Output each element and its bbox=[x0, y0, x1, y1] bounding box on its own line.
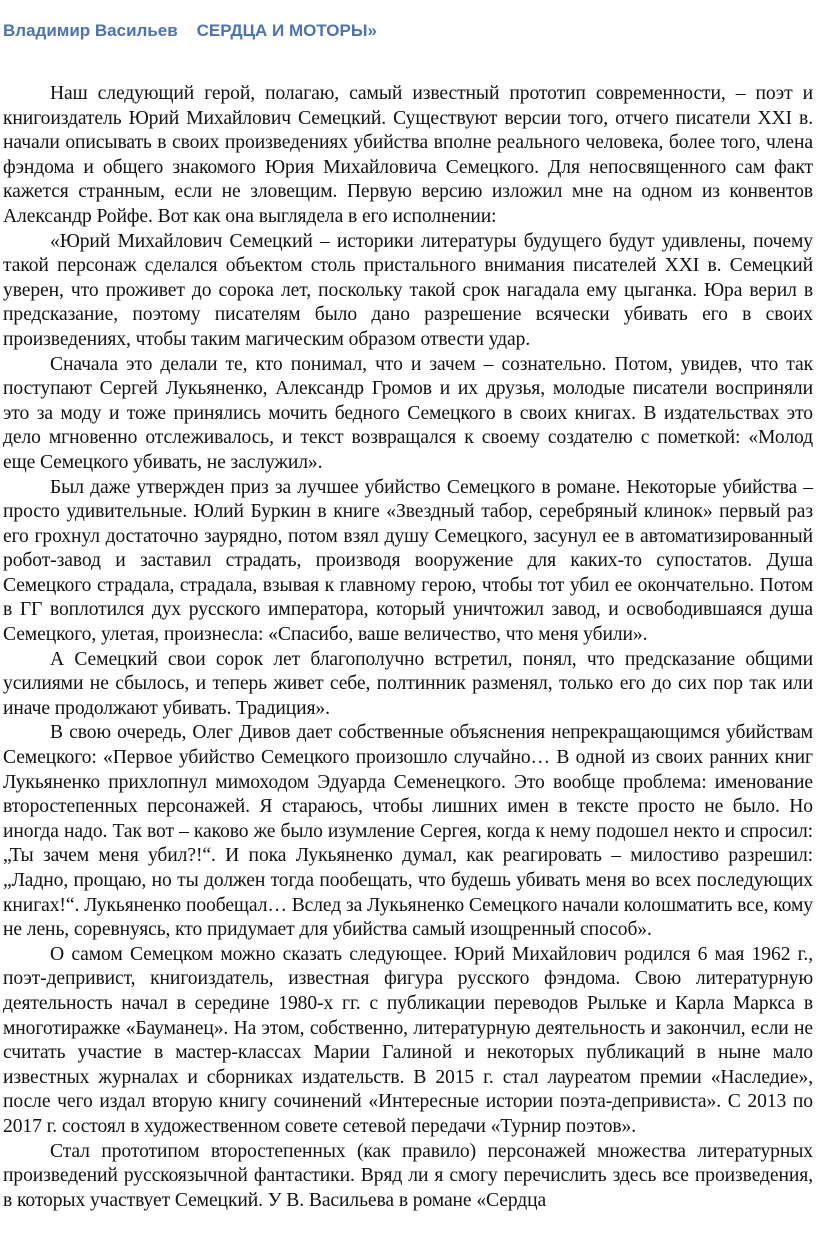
document-body bbox=[3, 82, 813, 1213]
paragraph-3: Сначала это делали те, кто понимал, что и зачем – сознательно. Потом, увидев, что так поступают Сергей Лукьяненко, Александр Громов и их друзья, молодые писатели восприняли это за моду и тоже принялись мочить бедного Семецкого в своих книгах. В издательствах это дело мгновенно отслеживалось, и текст возвращался к своему создателю с пометкой: «Молод еще Семецкого убивать, не заслужил». bbox=[3, 353, 813, 473]
paragraph-7: О самом Семецком можно сказать следующее. Юрий Михайлович родился 6 мая 1962 г., поэт-депривист, книгоиздатель, известная фигура русского фэндома. Свою литературную деятельность начал в середине 1980-х гг. с публикации переводов Рыльке и Карла Маркса в многотиражке «Бауманец». На этом, собственно, литературную деятельность и закончил, если не считать участие в мастер-классах Марии Галиной и некоторых публикаций в ныне мало известных журналах и сборниках издательств. В 2015 г. стал лауреатом премии «Наследие», после чего издал вторую книгу сочинений «Интересные истории поэта-депривиста». С 2013 по 2017 г. состоял в художественном совете сетевой передачи «Турнир поэтов». bbox=[3, 943, 813, 1137]
document-title: Владимир Васильев СЕРДЦА И МОТОРЫ» bbox=[3, 21, 377, 40]
paragraph-8: Стал прототипом второстепенных (как правило) персонажей множества литературных произведений русскоязычной фантастики. Вряд ли я смогу перечислить здесь все произведения, в которых участвует Семецкий. У В. Васильева в романе «Сердца bbox=[3, 1140, 813, 1211]
paragraph-5: А Семецкий свои сорок лет благополучно встретил, понял, что предсказание общими усилиями не сбылось, и теперь живет себе, полтинник разменял, только его до сих пор так или иначе продолжают убивать. Традиция». bbox=[3, 648, 813, 719]
paragraph-6: В свою очередь, Олег Дивов дает собственные объяснения непрекращающимся убийствам Семецкого: «Первое убийство Семецкого произошло случайно… В одной из своих ранних книг Лукьяненко прихлопнул мимоходом Эдуарда Семенецкого. Это вообще проблема: именование второстепенных персонажей. Я стараюсь, чтобы лишних имен в тексте просто не было. Но иногда надо. Так вот – каково же было изумление Сергея, когда к нему подошел некто и спросил: „Ты зачем меня убил?!“. И пока Лукьяненко думал, как реагировать – милостиво разрешил: „Ладно, прощаю, но ты должен тогда пообещать, что будешь убивать меня во всех последующих книгах!“. Лукьяненко пообещал… Вслед за Лукьяненко Семецкого начали колошматить все, кому не лень, соревнуясь, кто придумает для убийства самый изощренный способ». bbox=[3, 722, 813, 941]
paragraph-4: Был даже утвержден приз за лучшее убийство Семецкого в романе. Некоторые убийства – просто удивительные. Юлий Буркин в книге «Звездный табор, серебряный клинок» первый раз его грохнул достаточно заурядно, потом взял душу Семецкого, засунул ее в автоматизированный робот-завод и заставил страдать, производя вооружение для каких-то супостатов. Душа Семецкого страдала, страдала, взывая к главному герою, чтобы тот убил ее окончательно. Потом в ГГ воплотился дух русского императора, который уничтожил завод, и освободившаяся душа Семецкого, улетая, произнесла: «Спасибо, ваше величество, что меня убили». bbox=[3, 476, 813, 646]
paragraph-2: «Юрий Михайлович Семецкий – историки литературы будущего будут удивлены, почему такой персонаж сделался объектом столь пристального внимания писателей XXI в. Семецкий уверен, что проживет до сорока лет, поскольку такой срок нагадала ему цыганка. Юра верил в предсказание, поэтому писателям было дано разрешение всячески убивать его в своих произведениях, чтобы таким магическим образом отвести удар. bbox=[3, 230, 813, 350]
paragraph-1: Наш следующий герой, полагаю, самый известный прототип современности, – поэт и книгоиздатель Юрий Михайлович Семецкий. Существуют версии того, отчего писатели XXI в. начали описывать в своих произведениях убийства вполне реального человека, более того, члена фэндома и общего знакомого Юрия Михайловича Семецкого. Для непосвященного сам факт кажется странным, если не зловещим. Первую версию изложил мне на одном из конвентов Александр Ройфе. Вот как она выглядела в его исполнении: bbox=[3, 83, 813, 227]
